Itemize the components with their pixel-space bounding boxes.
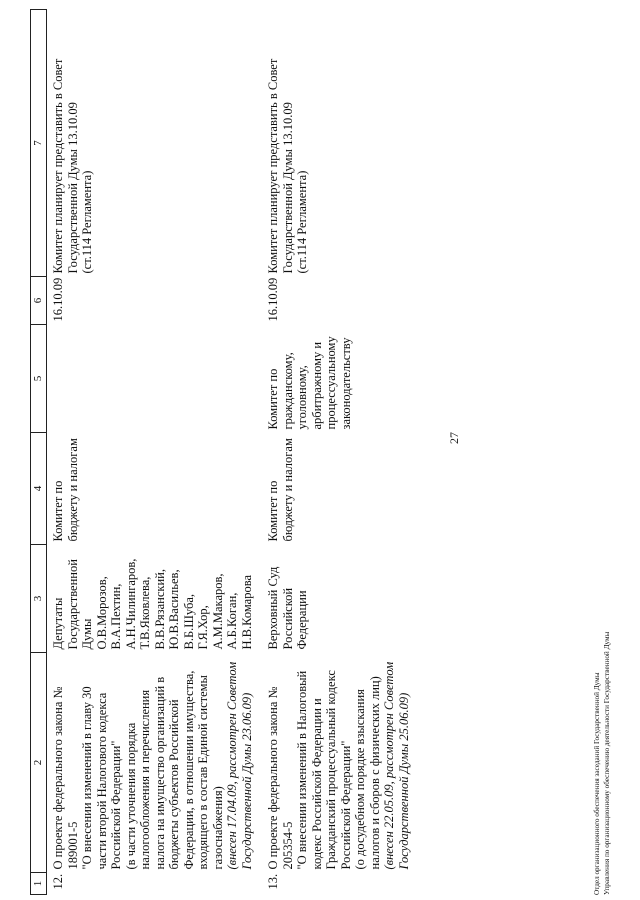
- note: Комитет планирует представить в Совет Государственной Думы 13.10.09 (ст.114 Регламента): [266, 58, 309, 274]
- co-committee: [47, 325, 255, 433]
- co-committee: Комитет по гражданскому, уголовному, арбитражному и процессуальному законодательству: [266, 336, 353, 430]
- initiators: Верховный Суд Российской Федерации: [266, 566, 309, 650]
- row-number: 13.: [266, 873, 280, 890]
- bill-description: [47, 653, 255, 873]
- column-header-4: 4: [31, 433, 47, 545]
- column-header-6: 6: [31, 277, 47, 325]
- table-row: [254, 10, 411, 895]
- note: Комитет планирует представить в Совет Государственной Думы 13.10.09 (ст.114 Регламента): [51, 58, 94, 274]
- responsible-committee: Комитет по бюджету и налогам: [51, 438, 80, 542]
- column-header-2: 2: [31, 653, 47, 873]
- bill-description: [254, 653, 411, 873]
- row-number: 12.: [51, 873, 65, 890]
- page-number: 27: [447, 432, 461, 444]
- column-header-5: 5: [31, 325, 47, 433]
- bill-text: О проекте федерального закона № 205354-5 "О внесении изменений в Налоговый кодекс Российской Федерации и Гражданский процессуальный кодекс Российской Федерации" (о досудебном порядке взыскания налогов и сборов с физических лиц): [266, 670, 382, 870]
- date: 16.10.09: [266, 277, 280, 322]
- header-row: [31, 10, 47, 895]
- bill-note: (внесен 17.04.09, рассмотрен Советом Государственной Думы 23.06.09): [225, 661, 254, 870]
- column-header-3: 3: [31, 545, 47, 653]
- rotated-page-content: [30, 10, 627, 895]
- initiators: Депутаты Государственной Думы О.В.Морозов, В.А.Пехтин, А.Н.Чилингаров, Т.В.Яковлева, В.В.Рязанский, Ю.В.Васильев, В.Б.Шуба, Г.Я.Хор, А.М.Макаров, А.Б.Коган, Н.В.Комарова: [51, 558, 254, 650]
- bill-text: О проекте федерального закона № 189001-5 "О внесении изменений в главу 30 части второй Налогового кодекса Российской Федерации" (в части уточнения порядка налогообложения и перечисления налога на имущество организаций в бюджеты субъектов Российской Федерации, в отношении имущества, входящего в состав Единой системы газоснабжения): [51, 670, 225, 870]
- bills-table: [30, 9, 411, 895]
- footer-line-2: Управления по организационному обеспечению деятельности Государственной Думы: [602, 631, 611, 895]
- date: 16.10.09: [51, 277, 65, 322]
- footer: [593, 455, 612, 895]
- column-header-7: 7: [31, 10, 47, 277]
- column-header-1: 1: [31, 873, 47, 895]
- table-row: [47, 10, 255, 895]
- responsible-committee: Комитет по бюджету и налогам: [266, 438, 295, 542]
- footer-line-1: Отдел организационного обеспечения заседаний Государственной Думы: [593, 672, 601, 895]
- bill-note: (внесен 22.05.09, рассмотрен Советом Государственной Думы 25.06.09): [382, 661, 411, 870]
